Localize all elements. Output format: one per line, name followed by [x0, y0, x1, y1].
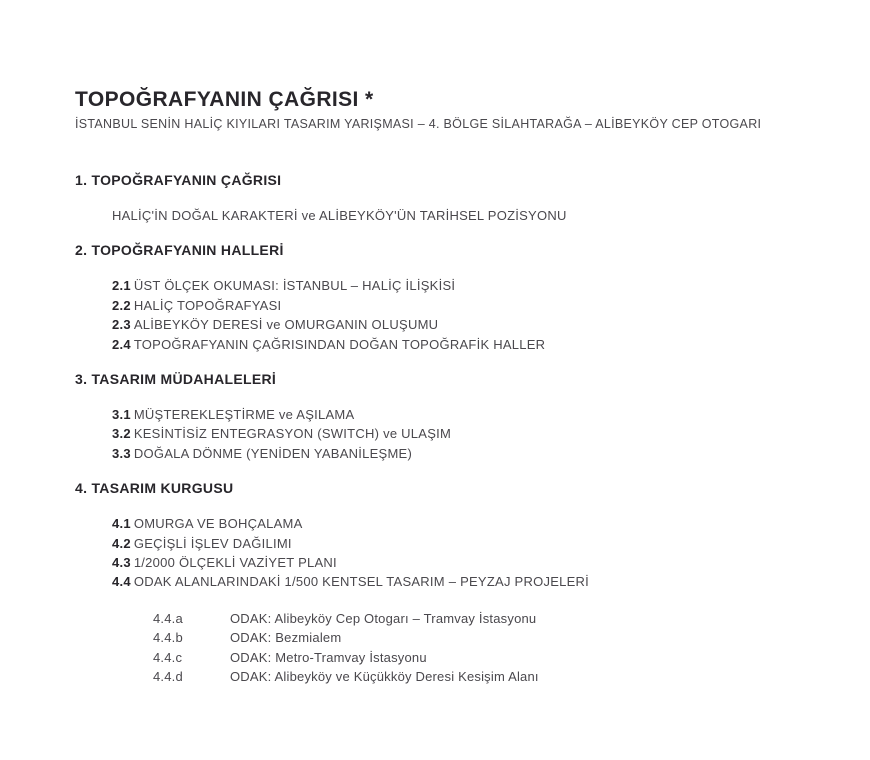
toc-item: [112, 315, 830, 334]
toc-item: [112, 534, 830, 553]
focus-area-item: [153, 648, 830, 667]
item-text: 1/2000 ÖLÇEKLİ VAZİYET PLANI: [133, 555, 337, 571]
item-number: 2.3: [112, 317, 131, 333]
subitem-text: ODAK: Bezmialem: [230, 630, 342, 646]
subitem-label: 4.4.c: [153, 649, 183, 665]
focus-area-item: [153, 609, 830, 628]
subitem-label: 4.4.a: [153, 610, 183, 626]
section-items: [112, 405, 830, 463]
section-heading: 3. TASARIM MÜDAHALELERİ: [75, 371, 277, 388]
toc-item: [112, 572, 830, 591]
item-number: 3.1: [112, 407, 131, 423]
page-title: TOPOĞRAFYANIN ÇAĞRISI *: [75, 88, 374, 111]
section-items: [112, 206, 830, 225]
item-number: 4.2: [112, 535, 131, 551]
toc-item: [112, 276, 830, 295]
item-text: TOPOĞRAFYANIN ÇAĞRISINDAN DOĞAN TOPOĞRAFİK HALLER: [133, 336, 546, 352]
item-number: 3.3: [112, 445, 131, 461]
item-number: 2.1: [112, 278, 131, 294]
toc-section-3: [75, 370, 830, 463]
section-items: [112, 514, 830, 592]
item-number: 3.2: [112, 426, 131, 442]
toc-item: [112, 405, 830, 424]
toc-item: [112, 335, 830, 354]
table-of-contents: [75, 171, 830, 687]
section-items: [112, 276, 830, 354]
toc-item: [112, 424, 830, 443]
toc-section-2: [75, 241, 830, 354]
item-number: 2.4: [112, 336, 131, 352]
item-number: 4.4: [112, 574, 131, 590]
subitem-text: ODAK: Metro-Tramvay İstasyonu: [230, 649, 427, 665]
focus-area-item: [153, 667, 830, 686]
item-text: HALİÇ TOPOĞRAFYASI: [133, 297, 282, 313]
page-subtitle: İSTANBUL SENİN HALİÇ KIYILARI TASARIM YARIŞMASI – 4. BÖLGE SİLAHTARAĞA – ALİBEYKÖY CEP OTOGARI: [75, 117, 762, 131]
toc-section-4: [75, 479, 830, 686]
item-number: 4.1: [112, 516, 131, 532]
toc-item: [112, 444, 830, 463]
toc-item: [112, 206, 830, 225]
section-heading: 2. TOPOĞRAFYANIN HALLERİ: [75, 242, 284, 259]
item-number: 4.3: [112, 555, 131, 571]
subitem-text: ODAK: Alibeyköy Cep Otogarı – Tramvay İstasyonu: [230, 610, 537, 626]
item-text: HALİÇ'İN DOĞAL KARAKTERİ ve ALİBEYKÖY'ÜN TARİHSEL POZİSYONU: [112, 208, 567, 223]
toc-item: [112, 514, 830, 533]
section-heading: 4. TASARIM KURGUSU: [75, 480, 234, 497]
subitem-label: 4.4.d: [153, 669, 183, 685]
item-text: ODAK ALANLARINDAKİ 1/500 KENTSEL TASARIM – PEYZAJ PROJELERİ: [133, 574, 590, 590]
item-text: GEÇİŞLİ İŞLEV DAĞILIMI: [133, 535, 292, 551]
item-text: KESİNTİSİZ ENTEGRASYON (SWITCH) ve ULAŞIM: [133, 426, 452, 442]
item-text: MÜŞTEREKLEŞTİRME ve AŞILAMA: [133, 407, 355, 423]
toc-section-1: [75, 171, 830, 225]
item-text: ALİBEYKÖY DERESİ ve OMURGANIN OLUŞUMU: [133, 317, 439, 333]
subitem-label: 4.4.b: [153, 630, 183, 646]
focus-area-list: [153, 609, 830, 687]
focus-area-item: [153, 628, 830, 647]
toc-item: [112, 553, 830, 572]
subitem-text: ODAK: Alibeyköy ve Küçükköy Deresi Kesişim Alanı: [230, 669, 539, 685]
item-text: DOĞALA DÖNME (YENİDEN YABANİLEŞME): [133, 445, 413, 461]
item-text: ÜST ÖLÇEK OKUMASI: İSTANBUL – HALİÇ İLİŞKİSİ: [133, 278, 456, 294]
toc-item: [112, 296, 830, 315]
section-heading: 1. TOPOĞRAFYANIN ÇAĞRISI: [75, 172, 282, 188]
item-text: OMURGA VE BOHÇALAMA: [133, 516, 303, 532]
item-number: 2.2: [112, 297, 131, 313]
